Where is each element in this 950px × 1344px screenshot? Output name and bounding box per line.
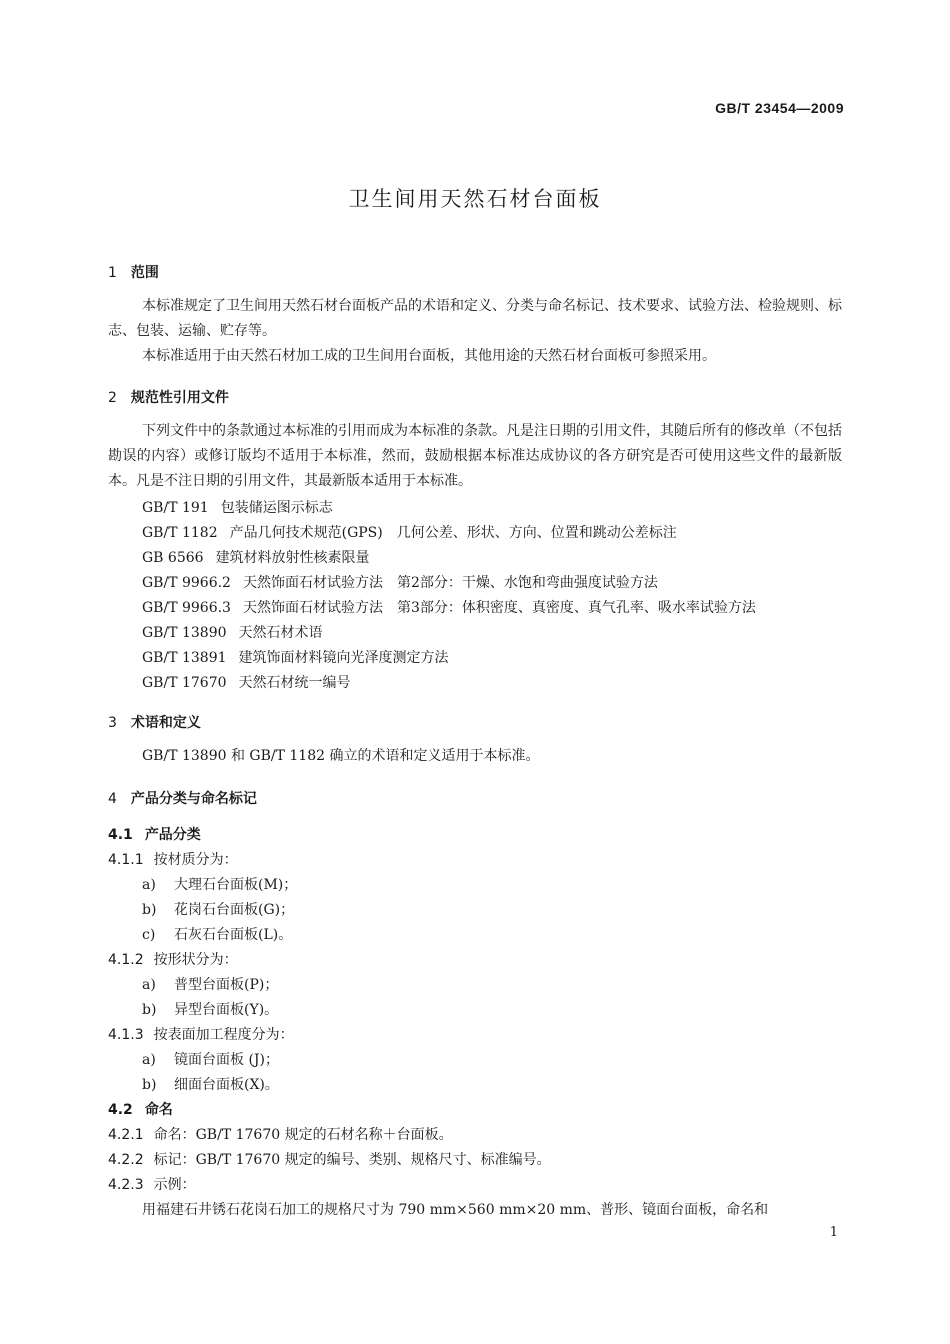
clause-4-1-3 (108, 1024, 294, 1044)
reference-code: GB/T 13891 (142, 650, 227, 666)
section-number: 4 (108, 791, 117, 807)
clause-number: 4.2.3 (108, 1177, 144, 1193)
clause-4-1-heading (108, 824, 201, 844)
reference-item (142, 647, 449, 667)
reference-title: 天然饰面石材试验方法 第2部分：干燥、水饱和弯曲强度试验方法 (242, 575, 658, 591)
list-text: 石灰石台面板(L)。 (174, 927, 293, 943)
list-item (142, 999, 278, 1019)
clause-number: 4.2 (108, 1102, 133, 1118)
reference-item (142, 622, 323, 642)
section-title: 产品分类与命名标记 (130, 791, 257, 807)
list-marker: a) (142, 877, 156, 893)
section-title: 范围 (130, 265, 159, 281)
reference-code: GB/T 1182 (142, 525, 218, 541)
clause-number: 4.2.2 (108, 1152, 144, 1168)
reference-item (142, 672, 351, 692)
section-title: 术语和定义 (130, 715, 201, 731)
clause-text: 示例： (153, 1177, 196, 1193)
list-item (142, 874, 297, 894)
reference-title: 建筑材料放射性核素限量 (215, 550, 370, 566)
reference-code: GB/T 13890 (142, 625, 227, 641)
clause-text: 按材质分为： (153, 852, 238, 868)
clause-text: 按形状分为： (153, 952, 238, 968)
section-2-heading (108, 387, 229, 407)
reference-title: 天然饰面石材试验方法 第3部分：体积密度、真密度、真气孔率、吸水率试验方法 (242, 600, 756, 616)
clause-4-1-1 (108, 849, 238, 869)
clause-4-2-1 (108, 1124, 453, 1144)
clause-text: 命名：GB/T 17670 规定的石材名称＋台面板。 (153, 1127, 453, 1143)
clause-4-2-2 (108, 1149, 551, 1169)
clause-number: 4.1.3 (108, 1027, 144, 1043)
section-3-heading (108, 712, 201, 732)
section-number: 2 (108, 390, 117, 406)
reference-code: GB/T 9966.3 (142, 600, 231, 616)
clause-4-2-3 (108, 1174, 196, 1194)
reference-item (142, 497, 333, 517)
clause-4-1-2 (108, 949, 238, 969)
section-3-paragraph-1: GB/T 13890 和 GB/T 1182 确立的术语和定义适用于本标准。 (142, 748, 540, 764)
reference-item (142, 597, 756, 617)
section-number: 3 (108, 715, 117, 731)
reference-code: GB/T 9966.2 (142, 575, 231, 591)
reference-item (142, 572, 658, 592)
clause-4-2-heading (108, 1099, 173, 1119)
clause-number: 4.2.1 (108, 1127, 144, 1143)
reference-title: 建筑饰面材料镜向光泽度测定方法 (238, 650, 449, 666)
section-1-paragraph-2: 本标准适用于由天然石材加工成的卫生间用台面板，其他用途的天然石材台面板可参照采用。 (142, 348, 716, 364)
clause-title: 命名 (144, 1102, 173, 1118)
list-text: 细面台面板(X)。 (174, 1077, 279, 1093)
example-text: 用福建石井锈石花岗石加工的规格尺寸为 790 mm×560 mm×20 mm、普形、镜面台面板，命名和 (142, 1202, 769, 1218)
reference-code: GB 6566 (142, 550, 204, 566)
list-item (142, 924, 292, 944)
list-text: 大理石台面板(M)； (174, 877, 298, 893)
reference-item (142, 547, 370, 567)
list-marker: b) (142, 1002, 157, 1018)
list-item (142, 1074, 279, 1094)
reference-code: GB/T 191 (142, 500, 209, 516)
section-2-paragraph-1: 下列文件中的条款通过本标准的引用而成为本标准的条款。凡是注日期的引用文件，其随后所有的修改单（不包括勘误的内容）或修订版均不适用于本标准，然而，鼓励根据本标准达成协议的各方研究是否可使用这些文件的最新版本。凡是不注日期的引用文件，其最新版本适用于本标准。 (108, 423, 842, 489)
clause-text: 标记：GB/T 17670 规定的编号、类别、规格尺寸、标准编号。 (153, 1152, 551, 1168)
reference-title: 包装储运图示标志 (220, 500, 333, 516)
clause-number: 4.1.2 (108, 952, 144, 968)
list-marker: a) (142, 977, 156, 993)
standard-code: GB/T 23454—2009 (715, 100, 844, 116)
list-marker: c) (142, 927, 156, 943)
document-title: 卫生间用天然石材台面板 (348, 187, 602, 211)
reference-item (142, 522, 677, 542)
section-number: 1 (108, 265, 117, 281)
list-item (142, 974, 278, 994)
list-text: 异型台面板(Y)。 (174, 1002, 279, 1018)
section-1-heading (108, 262, 159, 282)
clause-title: 产品分类 (144, 827, 201, 843)
list-item (142, 1049, 279, 1069)
reference-code: GB/T 17670 (142, 675, 227, 691)
section-1-paragraph-1: 本标准规定了卫生间用天然石材台面板产品的术语和定义、分类与命名标记、技术要求、试验方法、检验规则、标志、包装、运输、贮存等。 (108, 298, 842, 339)
list-text: 花岗石台面板(G)； (174, 902, 295, 918)
list-marker: a) (142, 1052, 156, 1068)
list-marker: b) (142, 902, 157, 918)
clause-text: 按表面加工程度分为： (153, 1027, 294, 1043)
reference-title: 天然石材统一编号 (238, 675, 351, 691)
section-4-heading (108, 788, 257, 808)
page-number: 1 (829, 1225, 838, 1240)
list-text: 镜面台面板 (J)； (174, 1052, 279, 1068)
list-item (142, 899, 294, 919)
reference-title: 产品几何技术规范(GPS) 几何公差、形状、方向、位置和跳动公差标注 (229, 525, 677, 541)
list-text: 普型台面板(P)； (174, 977, 279, 993)
clause-number: 4.1 (108, 827, 133, 843)
clause-number: 4.1.1 (108, 852, 144, 868)
reference-title: 天然石材术语 (238, 625, 323, 641)
list-marker: b) (142, 1077, 157, 1093)
section-title: 规范性引用文件 (130, 390, 229, 406)
